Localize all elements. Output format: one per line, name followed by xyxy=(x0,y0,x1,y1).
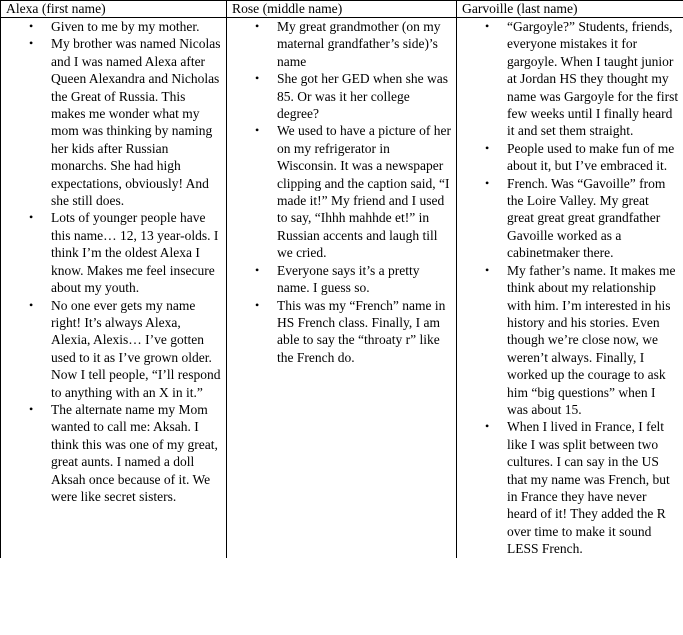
header-first-name[interactable]: Alexa (first name) xyxy=(1,1,227,18)
list-item: • My father’s name. It makes me think about my relationship with him. I’m interested in his history and his stories. Even though we’re close now, we weren’t always. Finally, I worked up the courage to ask him “big questions” when I was about 15. xyxy=(507,262,679,419)
list-item: • Given to me by my mother. xyxy=(51,18,222,35)
list-item: • This was my “French” name in HS French class. Finally, I am able to say the “throaty r” like the French do. xyxy=(277,297,452,367)
list-item: • People used to make fun of me about it, but I’ve embraced it. xyxy=(507,140,679,175)
list-item: • The alternate name my Mom wanted to call me: Aksah. I think this was one of my great, great aunts. I named a doll Aksah once because of it. We were like secret sisters. xyxy=(51,401,222,505)
header-middle-name[interactable]: Rose (middle name) xyxy=(227,1,457,18)
cell-first-name[interactable] xyxy=(1,18,227,558)
list-item: • We used to have a picture of her on my refrigerator in Wisconsin. It was a newspaper clipping and the caption said, “I made it!” My friend and I used to say, “Ihhh mahhde et!” in Russian accents and laugh till we cried. xyxy=(277,122,452,261)
list-item: • Lots of younger people have this name… 12, 13 year-olds. I think I’m the oldest Alexa I know. Makes me feel insecure about my youth. xyxy=(51,209,222,296)
cell-last-name[interactable] xyxy=(457,18,683,558)
list-item: • When I lived in France, I felt like I was split between two cultures. I can say in the US that my name was French, but in France they have never heard of it! They added the R over time to make it sound LESS French. xyxy=(507,418,679,557)
first-name-list xyxy=(6,18,222,505)
content-row xyxy=(1,18,683,558)
middle-name-list xyxy=(232,18,452,366)
header-row xyxy=(1,1,683,18)
header-last-name[interactable]: Garvoille (last name) xyxy=(457,1,683,18)
list-item: • No one ever gets my name right! It’s always Alexa, Alexia, Alexis… I’ve gotten used to it as I’ve grown older. Now I tell people, “I’ll respond to anything with an X in it.” xyxy=(51,297,222,401)
cell-middle-name[interactable] xyxy=(227,18,457,558)
list-item: • French. Was “Gavoille” from the Loire Valley. My great great great great grandfather Gavoille worked as a cabinetmaker there. xyxy=(507,175,679,262)
list-item: • She got her GED when she was 85. Or was it her college degree? xyxy=(277,70,452,122)
list-item: • My great grandmother (on my maternal grandfather’s side)’s name xyxy=(277,18,452,70)
list-item: • Everyone says it’s a pretty name. I guess so. xyxy=(277,262,452,297)
last-name-list xyxy=(462,18,679,558)
list-item: • “Gargoyle?” Students, friends, everyone mistakes it for gargoyle. When I taught junior at Jordan HS they thought my name was Gargoyle for the first few weeks until I finally heard it and set them straight. xyxy=(507,18,679,140)
list-item: • My brother was named Nicolas and I was named Alexa after Queen Alexandra and Nicholas the Great of Russia. This makes me wonder what my mom was thinking by naming her kids after Russian monarchs. She had high expectations, obviously! And she still does. xyxy=(51,35,222,209)
